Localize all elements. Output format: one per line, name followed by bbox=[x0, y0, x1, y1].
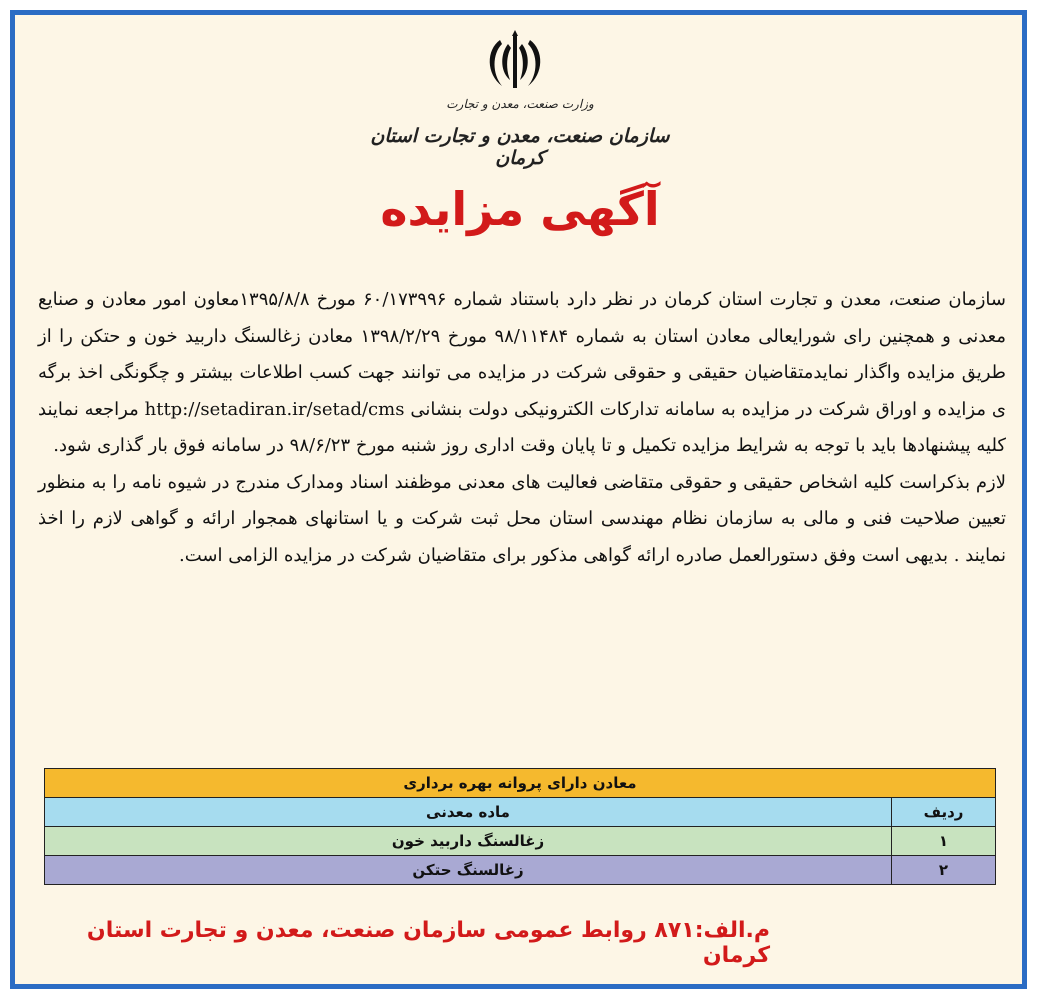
table-row bbox=[45, 856, 996, 885]
organization-name: سازمان صنعت، معدن و تجارت استان کرمان bbox=[370, 125, 670, 169]
mines-table bbox=[44, 768, 996, 885]
row-material: زغالسنگ داربید خون bbox=[45, 827, 892, 856]
iran-emblem-icon bbox=[480, 28, 550, 98]
page-title: آگهی مزایده bbox=[380, 182, 660, 236]
ministry-label: وزارت صنعت، معدن و تجارت bbox=[446, 97, 594, 111]
table-row bbox=[45, 827, 996, 856]
table-title-row bbox=[45, 769, 996, 798]
paragraph-2: لازم بذکراست کلیه اشخاص حقیقی و حقوقی متقاضی فعالیت های معدنی موظفند اسناد ومدارک مندرج در شیوه نامه را به منظور تعیین صلاحیت فنی و مالی به سازمان نظام مهندسی استان محل ثبت شرکت و یا استانهای همجوار ارائه و گواهی لازم را اخذ نمایند . بدیهی است وفق دستورالعمل صادره ارائه گواهی مذکور برای متقاضیان شرکت در مزایده الزامی است. bbox=[38, 471, 1006, 566]
row-number: ۲ bbox=[892, 856, 996, 885]
paragraph-1: سازمان صنعت، معدن و تجارت استان کرمان در نظر دارد باستناد شماره ۶۰/۱۷۳۹۹۶ مورخ ۱۳۹۵/۸/۸معاون امور معادن و صنایع معدنی و همچنین رای شورایعالی معادن استان به شماره ۹۸/۱۱۴۸۴ مورخ ۱۳۹۸/۲/۲۹ معادن زغالسنگ داربید خون و حتکن را از طریق مزایده واگذار نمایدمتقاضیان حقیقی و حقوقی شرکت در مزایده می توانند جهت کسب اطلاعات بیشتر و چگونگی اخذ برگه ی مزایده و اوراق شرکت در مزایده به سامانه تدارکات الکترونیکی دولت بنشانی http://setadiran.ir/setad/cms مراجعه نمایند کلیه پیشنهادها باید با توجه به شرایط مزایده تکمیل و تا پایان وقت اداری روز شنبه مورخ ۹۸/۶/۲۳ در سامانه فوق بار گذاری شود. bbox=[38, 289, 1006, 456]
table-header-row bbox=[45, 798, 996, 827]
row-number: ۱ bbox=[892, 827, 996, 856]
footer-reference: م.الف:۸۷۱ روابط عمومی سازمان صنعت، معدن و تجارت استان کرمان bbox=[86, 918, 770, 968]
announcement-body bbox=[38, 282, 1006, 574]
row-material: زغالسنگ حتکن bbox=[45, 856, 892, 885]
header-material: ماده معدنی bbox=[45, 798, 892, 827]
table-title: معادن دارای پروانه بهره برداری bbox=[45, 769, 996, 798]
header-row-number: ردیف bbox=[892, 798, 996, 827]
